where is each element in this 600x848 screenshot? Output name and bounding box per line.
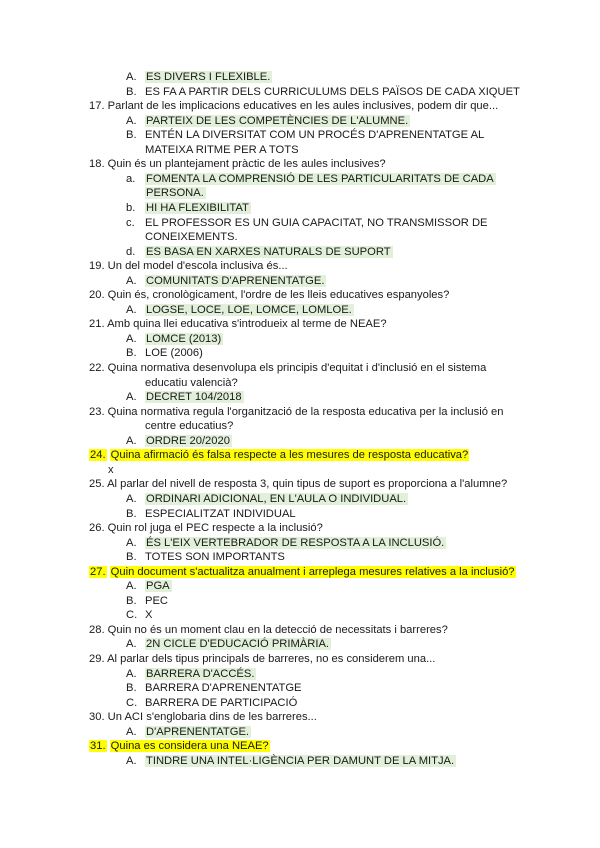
answer-option <box>126 216 488 231</box>
continuation-line <box>145 143 299 158</box>
option-letter: A. <box>126 638 137 651</box>
question-text: Al parlar dels tipus principals de barreres, no es considerem una... <box>107 653 436 665</box>
option-letter: C. <box>126 609 138 622</box>
question-line <box>89 361 486 376</box>
question-text: Quin és un plantejament pràctic de les aules inclusives? <box>107 158 386 171</box>
answer-option <box>126 492 408 507</box>
answer-option <box>126 201 251 216</box>
option-letter: B. <box>126 347 137 360</box>
question-line <box>89 259 288 274</box>
question-number: 29. <box>89 653 105 665</box>
answer-option <box>126 550 285 565</box>
answer-text: educatiu valencià? <box>145 376 238 389</box>
question-number: 18. <box>89 158 105 171</box>
answer-text: COMUNITATS D'APRENENTATGE. <box>146 274 325 287</box>
question-number: 24. <box>90 449 106 462</box>
answer-text: X <box>145 609 153 622</box>
answer-option <box>126 608 153 623</box>
answer-option <box>126 434 232 449</box>
option-letter: B. <box>126 594 137 607</box>
question-text: Amb quina llei educativa s'introdueix al terme de NEAE? <box>107 318 387 331</box>
answer-text: x <box>108 463 114 476</box>
answer-option <box>126 507 296 522</box>
question-line <box>89 710 317 725</box>
option-letter: d. <box>126 245 136 258</box>
answer-text: BARRERA DE PARTICIPACIÓ <box>145 696 298 709</box>
option-letter: B. <box>126 551 137 564</box>
option-letter: A. <box>126 303 137 316</box>
answer-text: 2N CICLE D'EDUCACIÓ PRIMÀRIA. <box>146 638 330 651</box>
option-letter: C. <box>126 696 138 709</box>
answer-option <box>126 114 410 129</box>
question-number: 19. <box>89 260 105 273</box>
answer-text: ES FA A PARTIR DELS CURRICULUMS DELS PAÏSOS DE CADA XIQUET <box>145 85 520 98</box>
answer-text: TOTES SON IMPORTANTS <box>145 551 285 564</box>
answer-option <box>126 172 496 187</box>
option-letter: A. <box>126 71 137 83</box>
answer-option <box>126 245 393 260</box>
question-line <box>89 405 503 420</box>
answer-text: ES BASA EN XARXES NATURALS DE SUPORT <box>146 245 391 258</box>
continuation-line <box>108 463 114 478</box>
answer-text: ENTÉN LA DIVERSITAT COM UN PROCÉS D'APRENENTATGE AL <box>145 129 485 142</box>
question-text: Quin document s'actualitza anualment i arreplega mesures relatives a la inclusió? <box>110 565 515 578</box>
option-letter: A. <box>126 580 137 593</box>
continuation-line <box>145 376 238 391</box>
question-line <box>89 157 386 172</box>
option-letter: B. <box>126 85 137 98</box>
answer-text: MATEIXA RITME PER A TOTS <box>145 143 299 156</box>
question-number: 23. <box>89 405 105 418</box>
option-letter: A. <box>126 492 137 505</box>
question-text: Al parlar del nivell de resposta 3, quin tipus de suport es proporciona a l'alumne? <box>107 478 508 491</box>
answer-option <box>126 390 244 405</box>
option-letter: A. <box>126 667 137 680</box>
question-line <box>89 477 507 492</box>
answer-option <box>126 128 485 143</box>
question-number: 30. <box>89 711 105 724</box>
answer-option <box>126 594 169 609</box>
question-line <box>89 521 323 536</box>
question-line <box>89 317 387 332</box>
answer-text: DECRET 104/2018 <box>146 391 242 404</box>
answer-option <box>126 579 172 594</box>
answer-text: CONEIXEMENTS. <box>145 231 238 244</box>
question-number: 22. <box>89 362 105 374</box>
question-line <box>89 739 270 754</box>
option-letter: B. <box>126 129 137 142</box>
question-text: Un del model d'escola inclusiva és... <box>107 260 288 273</box>
option-letter: B. <box>126 682 137 695</box>
question-number: 28. <box>89 623 105 636</box>
question-text: Parlant de les implicacions educatives en les aules inclusives, podem dir que... <box>107 100 499 113</box>
answer-option <box>126 346 203 361</box>
question-text: Quina afirmació és falsa respecte a les mesures de resposta educativa? <box>110 449 469 462</box>
answer-text: LOE (2006) <box>145 347 203 360</box>
option-letter: a. <box>126 172 136 185</box>
answer-option <box>126 332 223 347</box>
question-line <box>89 288 449 303</box>
option-letter: B. <box>126 507 137 520</box>
answer-text: PARTEIX DE LES COMPETÈNCIES DE L'ALUMNE. <box>146 114 409 127</box>
answer-text: LOGSE, LOCE, LOE, LOMCE, LOMLOE. <box>146 303 352 316</box>
answer-text: PEC <box>145 594 169 607</box>
answer-option <box>126 754 456 769</box>
question-line <box>89 652 435 667</box>
question-text: Un ACI s'englobaria dins de les barreres... <box>107 711 317 724</box>
question-number: 27. <box>90 565 106 578</box>
question-text: Quina es considera una NEAE? <box>110 740 269 753</box>
option-letter: A. <box>126 536 137 549</box>
question-text: Quina normativa desenvolupa els principis d'equitat i d'inclusió en el sistema <box>107 362 487 374</box>
answer-option <box>126 536 446 551</box>
question-number: 25. <box>89 478 105 491</box>
answer-text: BARRERA D'ACCÉS. <box>146 667 255 680</box>
question-line <box>89 565 516 580</box>
question-line <box>89 448 469 463</box>
answer-text: ORDINARI ADICIONAL, EN L'AULA O INDIVIDUAL. <box>146 492 407 505</box>
answer-text: FOMENTA LA COMPRENSIÓ DE LES PARTICULARITATS DE CADA <box>146 172 494 185</box>
answer-text: ORDRE 20/2020 <box>146 434 230 447</box>
option-letter: A. <box>126 391 137 404</box>
answer-text: TINDRE UNA INTEL·LIGÈNCIA PER DAMUNT DE LA MITJA. <box>146 754 455 767</box>
answer-text: D'APRENENTATGE. <box>146 725 250 738</box>
question-number: 26. <box>89 522 105 535</box>
question-number: 21. <box>89 318 105 331</box>
question-line <box>89 99 498 114</box>
option-letter: A. <box>126 332 137 345</box>
answer-text: LOMCE (2013) <box>146 332 222 345</box>
answer-option <box>126 303 354 318</box>
option-letter: A. <box>126 725 137 738</box>
answer-text: EL PROFESSOR ES UN GUIA CAPACITAT, NO TRANSMISSOR DE <box>145 216 488 229</box>
continuation-line <box>145 186 206 201</box>
question-text: Quin rol juga el PEC respecte a la inclusió? <box>107 522 323 535</box>
answer-option <box>126 667 256 682</box>
answer-option <box>126 274 326 289</box>
option-letter: A. <box>126 274 137 287</box>
answer-text: centre educatius? <box>145 420 234 433</box>
question-text: Quina normativa regula l'organització de la resposta educativa per la inclusió en <box>107 405 504 418</box>
continuation-line <box>145 419 233 434</box>
answer-option <box>126 681 302 696</box>
answer-text: PERSONA. <box>146 187 204 200</box>
question-number: 31. <box>90 740 106 753</box>
option-letter: A. <box>126 754 137 767</box>
question-line <box>89 623 448 638</box>
option-letter: A. <box>126 434 137 447</box>
question-number: 17. <box>89 100 105 113</box>
answer-text: ÉS L'EIX VERTEBRADOR DE RESPOSTA A LA INCLUSIÓ. <box>146 536 445 549</box>
answer-text: ES DIVERS I FLEXIBLE. <box>146 71 271 83</box>
question-text: Quin és, cronològicament, l'ordre de les lleis educatives espanyoles? <box>107 289 450 302</box>
continuation-line <box>145 230 238 245</box>
answer-option <box>126 725 251 740</box>
question-number: 20. <box>89 289 105 302</box>
answer-text: BARRERA D'APRENENTATGE <box>145 682 302 695</box>
option-letter: b. <box>126 201 136 214</box>
answer-text: PGA <box>146 580 170 593</box>
answer-option <box>126 70 272 85</box>
answer-text: HI HA FLEXIBILITAT <box>146 201 249 214</box>
question-text: Quin no és un moment clau en la detecció de necessitats i barreres? <box>107 623 448 636</box>
answer-option <box>126 696 298 711</box>
answer-option <box>126 85 520 100</box>
answer-text: ESPECIALITZAT INDIVIDUAL <box>145 507 296 520</box>
option-letter: A. <box>126 114 137 127</box>
answer-option <box>126 637 331 652</box>
option-letter: c. <box>126 216 135 229</box>
